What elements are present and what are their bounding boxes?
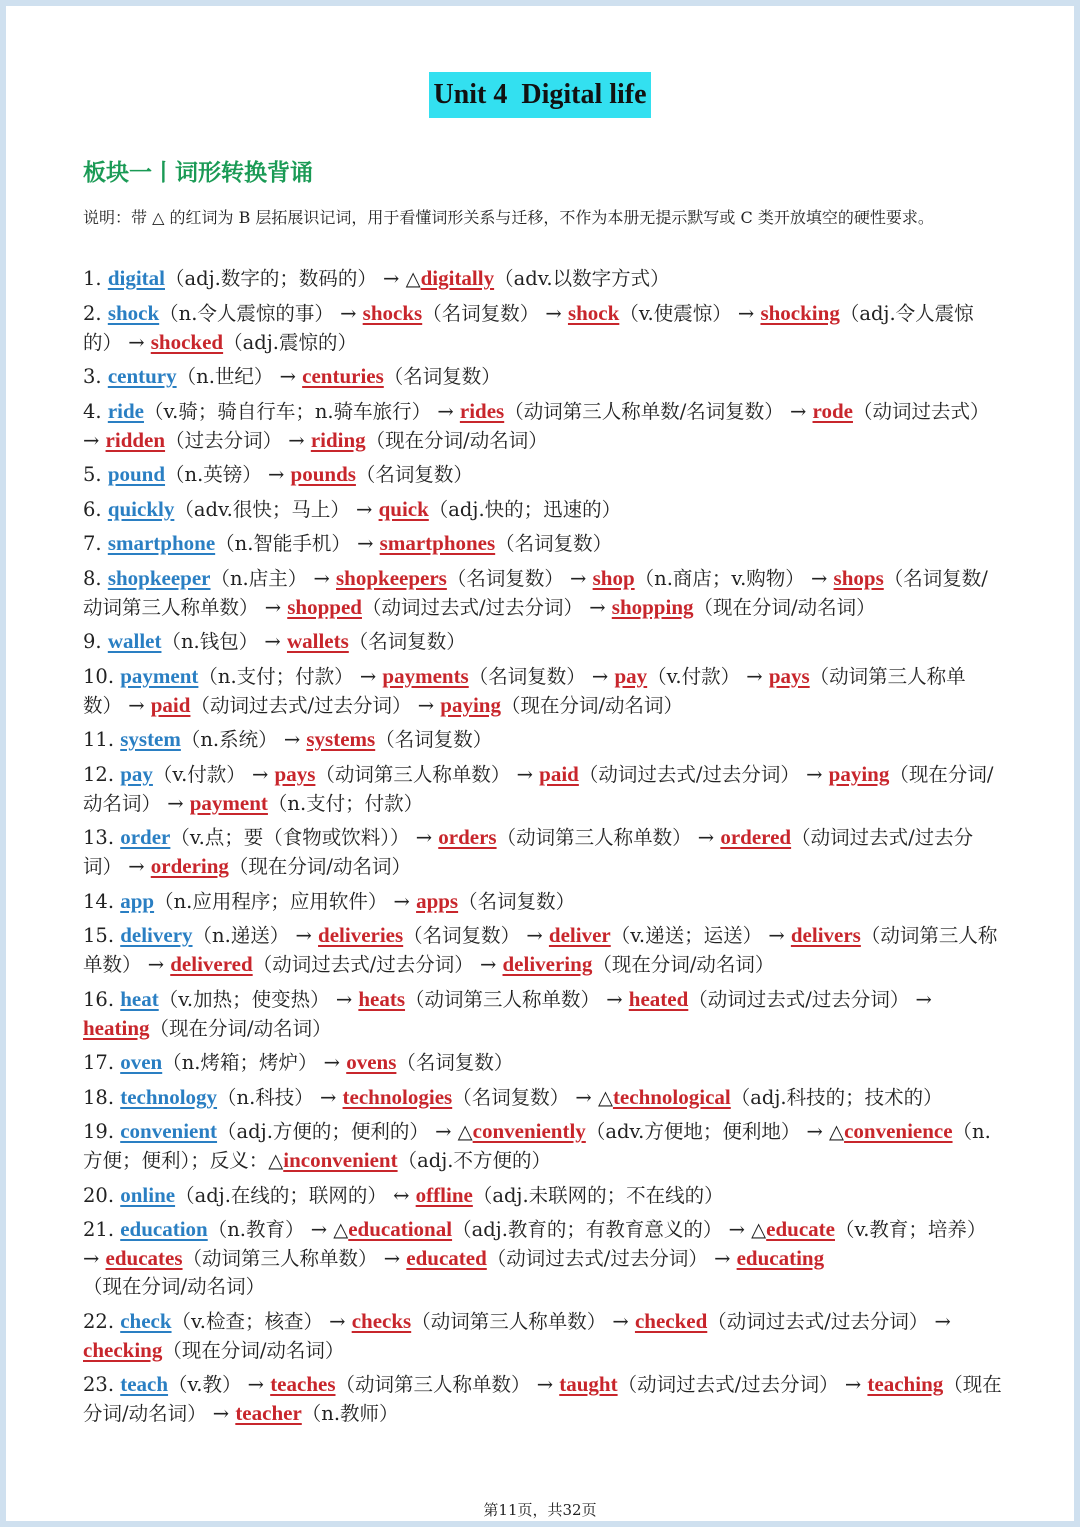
list-item: [83, 1215, 1003, 1301]
derived-word: shopkeepers: [336, 565, 447, 590]
word-gloss: （动词过去式/过去分词） →: [486, 1247, 737, 1270]
base-word: wallet: [107, 629, 162, 653]
word-gloss: （adv.很快；马上） →: [174, 497, 379, 521]
entry-number: 20.: [83, 1183, 121, 1207]
base-word: education: [120, 1217, 208, 1241]
list-item: [83, 264, 1003, 293]
word-gloss: （名词复数） →: [403, 924, 549, 947]
entry-number: 16.: [83, 987, 121, 1011]
base-word: pound: [107, 462, 166, 486]
word-gloss: （过去分词） →: [165, 428, 311, 452]
derived-word: apps: [416, 888, 459, 913]
entry-number: 7.: [83, 532, 108, 555]
list-item: [83, 460, 1003, 489]
word-gloss: （动词过去式/过去分词） →: [707, 1309, 951, 1333]
derived-word: educates: [105, 1246, 183, 1270]
base-word: delivery: [120, 923, 193, 947]
word-gloss: （n.世纪） →: [176, 365, 303, 388]
word-gloss: （现在分词/动名词）: [162, 1338, 345, 1362]
list-item: [83, 921, 1003, 979]
word-gloss: （名词复数）: [375, 728, 493, 751]
derived-word: smartphones: [379, 531, 496, 555]
word-gloss: （名词复数）: [458, 889, 576, 913]
word-gloss: （n.方便；便利）；反义：△: [83, 1120, 991, 1172]
page-number: 第11页，共32页: [483, 1501, 597, 1519]
derived-word: paid: [150, 692, 191, 717]
list-item: [83, 627, 1003, 656]
word-gloss: （v.加热；使变热） →: [158, 987, 359, 1011]
derived-word: riding: [310, 427, 366, 452]
derived-word: quick: [378, 496, 429, 521]
word-gloss: （动词第三人称单数/名词复数） →: [504, 399, 813, 423]
word-gloss: （现在分词/动名词）: [228, 855, 411, 878]
derived-word: conveniently: [472, 1119, 586, 1143]
word-gloss: （动词过去式） →: [83, 399, 990, 452]
word-gloss: （动词过去式/过去分词） →: [688, 987, 932, 1011]
list-item: [83, 823, 1003, 881]
entry-number: 5.: [83, 463, 108, 486]
base-word: teach: [120, 1372, 169, 1396]
word-gloss: （n.商店；v.购物） →: [634, 566, 834, 590]
derived-word: ordering: [150, 854, 229, 878]
word-gloss: （名词复数）: [348, 630, 466, 653]
word-gloss: （adv.以数字方式）: [494, 267, 670, 290]
derived-word: deliver: [548, 923, 611, 947]
list-item: [83, 362, 1003, 391]
page-title: Unit 4 Digital life: [429, 72, 650, 118]
word-gloss: （名词复数） →: [422, 301, 568, 325]
derived-word: heated: [628, 986, 689, 1011]
base-word: century: [107, 364, 177, 388]
word-gloss: （n.递送） →: [192, 924, 319, 947]
derived-word: educational: [348, 1217, 453, 1241]
entry-number: 23.: [83, 1373, 121, 1396]
word-gloss: （v.骑；骑自行车；n.骑车旅行） →: [143, 399, 460, 423]
derived-word: checks: [351, 1308, 412, 1333]
derived-word: shocking: [760, 300, 840, 325]
word-gloss: （v.点；要（食物或饮料）） →: [170, 826, 439, 849]
word-gloss: （名词复数）: [396, 1051, 514, 1074]
derived-word: shopping: [611, 594, 694, 619]
word-gloss: （n.教师）: [301, 1402, 399, 1425]
derived-word: teacher: [235, 1401, 302, 1425]
entry-number: 21.: [83, 1218, 121, 1241]
word-gloss: （动词第三人称单数） →: [496, 826, 721, 849]
entry-number: 17.: [83, 1051, 121, 1074]
derived-word: pays: [274, 761, 316, 786]
entry-number: 22.: [83, 1309, 121, 1333]
entry-number: 12.: [83, 762, 121, 786]
base-word: online: [120, 1182, 176, 1207]
base-word: shopkeeper: [107, 565, 211, 590]
list-item: [83, 397, 1003, 455]
derived-word: ovens: [346, 1050, 397, 1074]
derived-word: shock: [567, 300, 620, 325]
derived-word: shopped: [287, 594, 362, 619]
word-gloss: （动词第三人称单数） →: [83, 664, 966, 717]
list-item: [83, 760, 1003, 818]
word-gloss: （v.教育；培养） →: [83, 1218, 987, 1270]
derived-word: systems: [306, 727, 376, 751]
entry-number: 9.: [83, 630, 108, 653]
entry-number: 10.: [83, 664, 121, 688]
document-page: [6, 6, 1074, 1521]
word-gloss: （动词第三人称单数） →: [411, 1309, 635, 1333]
derived-word: orders: [438, 825, 497, 849]
derived-word: pounds: [290, 462, 356, 486]
list-item: [83, 725, 1003, 754]
word-gloss: （adj.令人震惊的） →: [83, 301, 974, 354]
word-gloss: （动词过去式/过去分词） →: [83, 826, 974, 878]
word-gloss: （现在分词/动名词）: [500, 693, 684, 717]
derived-word: checked: [634, 1308, 708, 1333]
base-word: heat: [120, 986, 159, 1011]
derived-word: inconvenient: [283, 1148, 398, 1172]
derived-word: educated: [406, 1246, 487, 1270]
word-gloss: （n.智能手机） →: [215, 532, 380, 555]
base-word: oven: [120, 1050, 163, 1074]
word-gloss: （名词复数）: [383, 365, 501, 388]
derived-word: technological: [612, 1084, 731, 1109]
base-word: quickly: [107, 496, 175, 521]
derived-word: paying: [440, 692, 501, 717]
word-gloss: （n.应用程序；应用软件） →: [154, 889, 417, 913]
word-gloss: （n.英镑） →: [165, 463, 291, 486]
base-word: check: [120, 1308, 172, 1333]
derived-word: taught: [559, 1372, 618, 1396]
word-gloss: （n.系统） →: [180, 728, 307, 751]
title-wrap: [6, 72, 1074, 118]
word-gloss: （n.支付；付款） →: [198, 664, 383, 688]
derived-word: wallets: [286, 629, 349, 653]
entry-number: 14.: [83, 889, 121, 913]
derived-word: educating: [736, 1246, 825, 1270]
derived-word: ordered: [720, 825, 792, 849]
word-gloss: （名词复数） → △: [452, 1085, 613, 1109]
word-gloss: （现在分词/动名词）: [592, 953, 775, 976]
word-gloss: （动词过去式/过去分词） →: [578, 762, 829, 786]
base-word: shock: [107, 300, 160, 325]
word-gloss: （动词第三人称单数） →: [405, 987, 629, 1011]
derived-word: deliveries: [318, 923, 404, 947]
word-gloss: （n.科技） →: [217, 1085, 343, 1109]
entry-number: 3.: [83, 365, 108, 388]
word-gloss: （adj.未联网的；不在线的）: [472, 1183, 724, 1207]
word-gloss: （adj.震惊的）: [223, 330, 357, 354]
word-gloss: （v.递送；运送） →: [610, 924, 791, 947]
entry-number: 18.: [83, 1085, 121, 1109]
word-gloss: （现在分词/动名词）: [693, 595, 876, 619]
word-gloss: （v.使震惊） →: [619, 301, 761, 325]
word-gloss: （动词过去式/过去分词） →: [617, 1373, 868, 1396]
derived-word: offline: [415, 1182, 473, 1207]
derived-word: rode: [812, 398, 853, 423]
derived-word: teaching: [867, 1372, 944, 1396]
derived-word: heating: [83, 1015, 150, 1040]
list-item: [83, 662, 1003, 720]
derived-word: paying: [828, 761, 890, 786]
word-form-list: [83, 264, 1003, 1434]
section-heading: 板块一丨词形转换背诵: [83, 160, 313, 186]
list-item: [83, 1048, 1003, 1077]
word-gloss: （动词过去式/过去分词） →: [252, 953, 503, 976]
instruction-note: 说明：带 △ 的红词为 B 层拓展识记词，用于看懂词形关系与迁移，不作为本册无提示默写或 C 类开放填空的硬性要求。: [83, 208, 934, 227]
word-gloss: （v.检查；核查） →: [171, 1309, 352, 1333]
derived-word: technologies: [342, 1084, 453, 1109]
derived-word: shops: [833, 565, 884, 590]
list-item: [83, 299, 1003, 357]
entry-number: 2.: [83, 301, 108, 325]
base-word: ride: [107, 398, 144, 423]
word-gloss: （v.教） →: [168, 1373, 271, 1396]
word-gloss: （n.钱包） →: [161, 630, 287, 653]
derived-word: teaches: [270, 1372, 336, 1396]
base-word: technology: [120, 1084, 218, 1109]
derived-word: checking: [83, 1337, 163, 1362]
base-word: payment: [120, 663, 199, 688]
derived-word: pays: [768, 663, 810, 688]
entry-number: 1.: [83, 267, 108, 290]
derived-word: digitally: [420, 266, 495, 290]
word-gloss: （动词第三人称单数） →: [182, 1247, 407, 1270]
word-gloss: （现在分词/动名词）: [365, 428, 548, 452]
word-gloss: （动词第三人称单数） →: [335, 1373, 560, 1396]
word-gloss: （名词复数）: [355, 463, 473, 486]
entry-number: 15.: [83, 924, 121, 947]
word-gloss: （adv.方便地；便利地） → △: [585, 1120, 845, 1143]
derived-word: delivers: [790, 923, 861, 947]
entry-number: 8.: [83, 566, 108, 590]
word-gloss: （n.教育） → △: [207, 1218, 349, 1241]
base-word: digital: [107, 266, 165, 290]
list-item: [83, 1117, 1003, 1175]
word-gloss: （n.令人震惊的事） →: [159, 301, 363, 325]
list-item: [83, 887, 1003, 916]
derived-word: delivering: [502, 952, 593, 976]
word-gloss: （动词过去式/过去分词） →: [190, 693, 441, 717]
base-word: convenient: [120, 1119, 218, 1143]
derived-word: centuries: [302, 364, 384, 388]
derived-word: payment: [189, 790, 268, 815]
word-gloss: （adj.不方便的）: [397, 1149, 551, 1172]
base-word: app: [120, 888, 155, 913]
word-gloss: （现在分词/动名词）: [83, 1275, 266, 1298]
base-word: order: [120, 825, 171, 849]
word-gloss: （名词复数/动词第三人称单数） →: [83, 566, 988, 619]
word-gloss: （adj.科技的；技术的）: [730, 1085, 943, 1109]
word-gloss: （动词第三人称单数） →: [315, 762, 540, 786]
entry-number: 19.: [83, 1120, 121, 1143]
word-gloss: （动词过去式/过去分词） →: [361, 595, 612, 619]
word-gloss: （动词第三人称单数） →: [83, 924, 998, 976]
entry-number: 13.: [83, 826, 121, 849]
list-item: [83, 495, 1003, 524]
word-gloss: （adj.方便的；便利的） → △: [217, 1120, 473, 1143]
derived-word: shop: [592, 565, 635, 590]
word-gloss: （n.烤箱；烤炉） →: [162, 1051, 347, 1074]
word-gloss: （v.付款） →: [647, 664, 769, 688]
word-gloss: （现在分词/动名词）: [149, 1016, 332, 1040]
base-word: pay: [120, 761, 153, 786]
base-word: smartphone: [107, 531, 216, 555]
entry-number: 6.: [83, 497, 108, 521]
derived-word: paid: [539, 761, 579, 786]
word-gloss: （adj.在线的；联网的） ↔: [175, 1183, 416, 1207]
word-gloss: （名词复数） →: [446, 566, 593, 590]
list-item: [83, 1370, 1003, 1428]
derived-word: payments: [382, 663, 469, 688]
list-item: [83, 1083, 1003, 1112]
entry-number: 11.: [83, 728, 121, 751]
word-gloss: （现在分词/动名词） →: [83, 762, 994, 815]
derived-word: pay: [614, 663, 648, 688]
list-item: [83, 1307, 1003, 1365]
word-gloss: （名词复数） →: [468, 664, 615, 688]
base-word: system: [120, 727, 181, 751]
derived-word: delivered: [170, 952, 253, 976]
word-gloss: （adj.快的；迅速的）: [428, 497, 622, 521]
word-gloss: （n.店主） →: [210, 566, 336, 590]
word-gloss: （n.支付；付款）: [267, 791, 424, 815]
list-item: [83, 1181, 1003, 1210]
word-gloss: （adj.教育的；有教育意义的） → △: [452, 1218, 767, 1241]
word-gloss: （v.付款） →: [152, 762, 275, 786]
derived-word: shocks: [362, 300, 423, 325]
derived-word: heats: [358, 986, 406, 1011]
list-item: [83, 564, 1003, 622]
word-gloss: （现在分词/动名词） →: [83, 1373, 1002, 1425]
word-gloss: （名词复数）: [495, 532, 613, 555]
derived-word: rides: [459, 398, 505, 423]
derived-word: convenience: [844, 1119, 953, 1143]
list-item: [83, 529, 1003, 558]
word-gloss: （adj.数字的；数码的） → △: [165, 267, 421, 290]
derived-word: educate: [766, 1217, 835, 1241]
derived-word: shocked: [150, 329, 224, 354]
derived-word: ridden: [105, 427, 166, 452]
list-item: [83, 985, 1003, 1043]
entry-number: 4.: [83, 399, 108, 423]
